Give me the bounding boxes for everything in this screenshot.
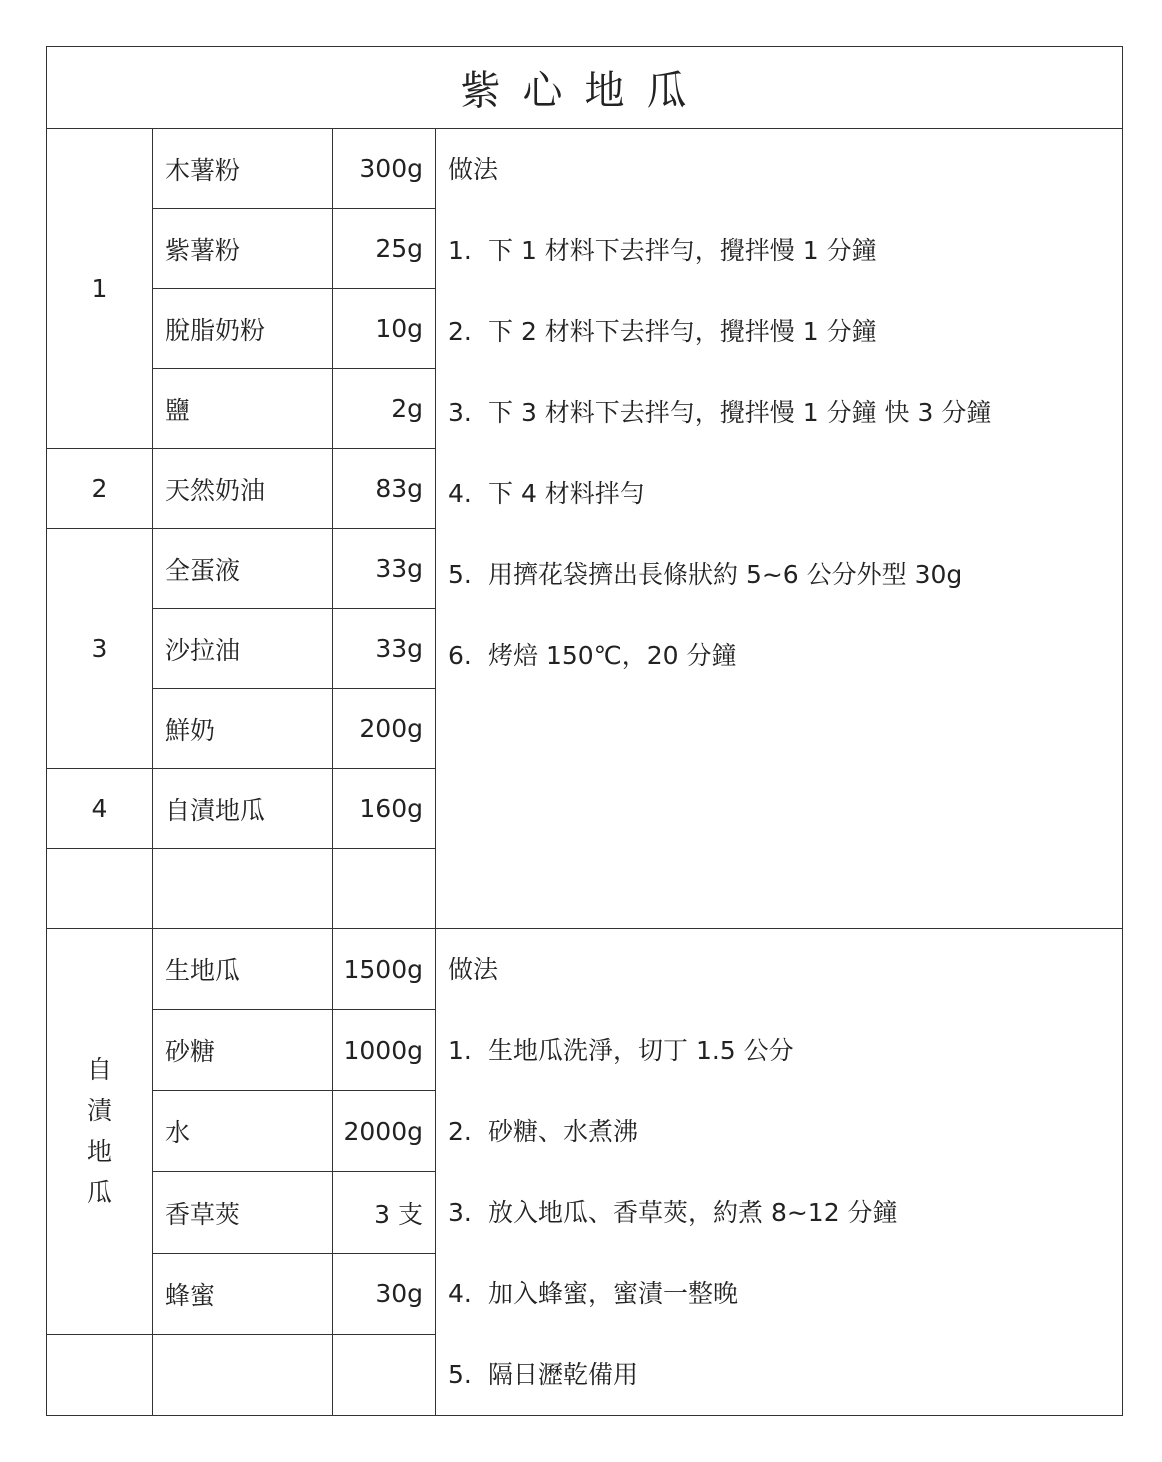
method-step <box>448 372 1122 453</box>
method-step <box>448 1253 1122 1334</box>
step-number: 3. <box>448 1198 472 1227</box>
method-step <box>448 534 1122 615</box>
step-text: 放入地瓜、香草莢，約煮 8~12 分鐘 <box>488 1198 898 1227</box>
step-number: 1. <box>448 236 472 265</box>
step-text: 加入蜂蜜，蜜漬一整晚 <box>488 1279 739 1308</box>
ingredient-qty: 1000g <box>333 1010 436 1091</box>
ingredient-name: 生地瓜 <box>153 929 333 1010</box>
ingredient-name: 鹽 <box>153 369 333 449</box>
ingredient-qty: 160g <box>333 769 436 849</box>
step-text: 烤焙 150℃，20 分鐘 <box>488 641 737 670</box>
empty-cell <box>47 1334 153 1415</box>
step-number: 1. <box>448 1036 472 1065</box>
ingredient-qty: 33g <box>333 609 436 689</box>
method-panel-1 <box>436 129 1123 929</box>
ingredient-qty: 10g <box>333 289 436 369</box>
ingredient-name: 蜂蜜 <box>153 1253 333 1334</box>
ingredient-qty: 2g <box>333 369 436 449</box>
ingredient-name: 脫脂奶粉 <box>153 289 333 369</box>
step-number: 4. <box>448 1279 472 1308</box>
group-label-vertical <box>47 929 153 1335</box>
empty-cell <box>153 849 333 929</box>
method-step <box>448 291 1122 372</box>
recipe-title: 紫心地瓜 <box>47 47 1123 129</box>
method-step <box>448 453 1122 534</box>
ingredient-name: 天然奶油 <box>153 449 333 529</box>
ingredient-name: 全蛋液 <box>153 529 333 609</box>
group-label-3: 3 <box>47 529 153 769</box>
method-title: 做法 <box>448 955 499 984</box>
ingredient-qty: 300g <box>333 129 436 209</box>
step-text: 下 1 材料下去拌勻，攪拌慢 1 分鐘 <box>488 236 877 265</box>
step-number: 5. <box>448 560 472 589</box>
ingredient-qty: 3 支 <box>333 1172 436 1253</box>
ingredient-name: 砂糖 <box>153 1010 333 1091</box>
step-text: 用擠花袋擠出長條狀約 5~6 公分外型 30g <box>488 560 963 589</box>
label-char: 自 <box>86 1055 112 1085</box>
label-char: 瓜 <box>86 1178 112 1208</box>
ingredient-qty: 83g <box>333 449 436 529</box>
empty-cell <box>333 1334 436 1415</box>
step-number: 2. <box>448 1117 472 1146</box>
ingredient-qty: 30g <box>333 1253 436 1334</box>
ingredient-name: 自漬地瓜 <box>153 769 333 849</box>
ingredient-name: 木薯粉 <box>153 129 333 209</box>
recipe-table <box>46 46 1123 1416</box>
empty-cell <box>333 849 436 929</box>
step-text: 下 3 材料下去拌勻，攪拌慢 1 分鐘 快 3 分鐘 <box>488 398 992 427</box>
ingredient-qty: 200g <box>333 689 436 769</box>
ingredient-qty: 25g <box>333 209 436 289</box>
group-label-2: 2 <box>47 449 153 529</box>
group-label-1: 1 <box>47 129 153 449</box>
step-number: 5. <box>448 1360 472 1389</box>
method-step <box>448 1172 1122 1253</box>
method-title: 做法 <box>448 155 499 184</box>
label-char: 地 <box>86 1137 112 1167</box>
step-text: 下 2 材料下去拌勻，攪拌慢 1 分鐘 <box>488 317 877 346</box>
group-label-4: 4 <box>47 769 153 849</box>
method-step <box>448 1010 1122 1091</box>
ingredient-name: 沙拉油 <box>153 609 333 689</box>
step-number: 2. <box>448 317 472 346</box>
ingredient-qty: 2000g <box>333 1091 436 1172</box>
ingredient-name: 香草莢 <box>153 1172 333 1253</box>
empty-cell <box>153 1334 333 1415</box>
method-step <box>448 210 1122 291</box>
empty-cell <box>47 849 153 929</box>
method-step <box>448 615 1122 696</box>
step-number: 6. <box>448 641 472 670</box>
ingredient-qty: 33g <box>333 529 436 609</box>
method-step <box>448 1334 1122 1415</box>
ingredient-name: 紫薯粉 <box>153 209 333 289</box>
ingredient-qty: 1500g <box>333 929 436 1010</box>
step-number: 4. <box>448 479 472 508</box>
ingredient-name: 水 <box>153 1091 333 1172</box>
step-text: 下 4 材料拌勻 <box>488 479 645 508</box>
label-char: 漬 <box>86 1096 112 1126</box>
step-text: 隔日瀝乾備用 <box>488 1360 639 1389</box>
ingredient-name: 鮮奶 <box>153 689 333 769</box>
step-text: 生地瓜洗淨，切丁 1.5 公分 <box>488 1036 794 1065</box>
method-step <box>448 1091 1122 1172</box>
step-text: 砂糖、水煮沸 <box>488 1117 639 1146</box>
step-number: 3. <box>448 398 472 427</box>
method-panel-2 <box>436 929 1123 1416</box>
